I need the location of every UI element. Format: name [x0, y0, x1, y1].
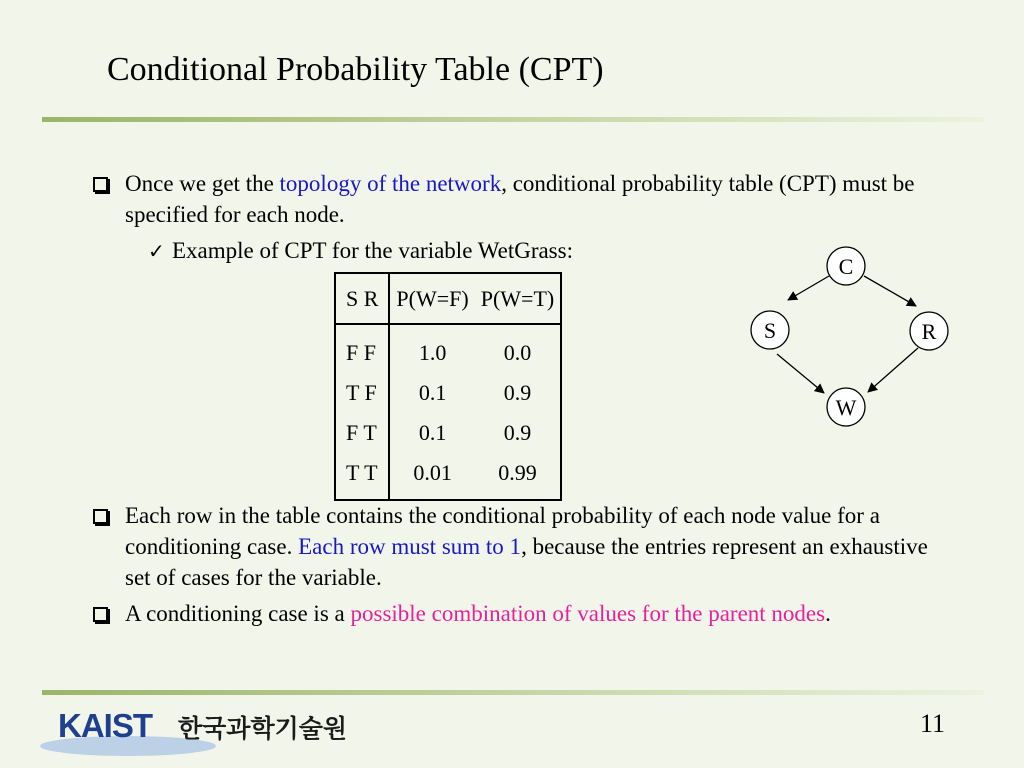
- header-pwf: P(W=F): [389, 273, 474, 324]
- bullet-text-post: , because the entries represent an exhaustive set of cases for the variable.: [125, 534, 928, 590]
- edge-r-w: [868, 348, 918, 392]
- node-w-label: W: [835, 395, 857, 420]
- cell-pwf: 0.1: [418, 380, 447, 405]
- slide-title: Conditional Probability Table (CPT): [107, 51, 604, 88]
- cell-pwt: 0.9: [503, 380, 532, 405]
- table-row: [335, 373, 561, 413]
- cell-pwf: 0.1: [418, 420, 447, 445]
- table-row: [335, 453, 561, 500]
- edge-s-w: [777, 354, 824, 393]
- bullet-row-sum: [93, 500, 943, 593]
- node-s-label: S: [763, 318, 777, 343]
- node-w: [827, 388, 865, 426]
- bullet-text-pre: A conditioning case is a: [125, 601, 351, 626]
- cell-pwf: 0.01: [413, 460, 452, 485]
- cell-pwt: 0.9: [503, 420, 532, 445]
- edge-c-s: [788, 276, 829, 300]
- cell-sr: F F: [335, 324, 389, 373]
- bullet-conditioning-case: [93, 598, 943, 629]
- cell-sr: T T: [335, 453, 389, 500]
- bullet-highlight: possible combination of values for the parent nodes: [350, 601, 826, 626]
- table-row: [335, 413, 561, 453]
- bullet-highlight: Each row must sum to 1: [298, 534, 522, 559]
- bayes-network-diagram: [740, 240, 960, 435]
- cell-sr: T F: [335, 373, 389, 413]
- cell-sr: F T: [335, 413, 389, 453]
- kaist-logo: [38, 700, 398, 758]
- cell-pwt: 0.0: [503, 340, 532, 365]
- subbullet-text: Example of CPT for the variable WetGrass:: [172, 238, 573, 263]
- edge-c-r: [864, 276, 916, 306]
- cell-pwf: 1.0: [418, 340, 447, 365]
- subbullet-example: [148, 235, 573, 267]
- title-divider: [42, 117, 984, 122]
- square-bullet-icon: [93, 177, 108, 192]
- footer-divider: [42, 690, 984, 695]
- node-c-label: C: [838, 254, 854, 279]
- node-s: [751, 311, 789, 349]
- node-r-label: R: [921, 319, 937, 344]
- bullet-text-pre: Each row in the table contains the conditional probability of each node value for a conditioning case.: [125, 503, 880, 559]
- bullet-text-post: .: [825, 601, 831, 626]
- checkmark-icon: ✓: [148, 239, 165, 263]
- bullet-text: [125, 168, 943, 230]
- bullet-text-pre: Once we get the: [125, 171, 280, 196]
- cpt-header-row: [335, 273, 561, 324]
- node-c: [827, 247, 865, 285]
- bullet-topology: [93, 168, 943, 230]
- cell-pwt: 0.99: [498, 460, 537, 485]
- bullet-highlight: topology of the network: [279, 171, 502, 196]
- bullet-text: [125, 598, 943, 629]
- square-bullet-icon: [93, 607, 108, 622]
- square-bullet-icon: [93, 509, 108, 524]
- cpt-table: [334, 272, 562, 501]
- logo-korean-text: 한국과학기술원: [178, 714, 348, 743]
- node-r: [910, 312, 948, 350]
- header-sr: S R: [335, 273, 389, 324]
- table-row: [335, 324, 561, 373]
- header-pwt: P(W=T): [475, 273, 562, 324]
- logo-kaist-text: KAIST: [58, 707, 152, 744]
- bullet-text: [125, 500, 943, 593]
- bullet-text-post: , conditional probability table (CPT) must be specified for each node.: [125, 171, 915, 227]
- page-number: 11: [920, 709, 946, 738]
